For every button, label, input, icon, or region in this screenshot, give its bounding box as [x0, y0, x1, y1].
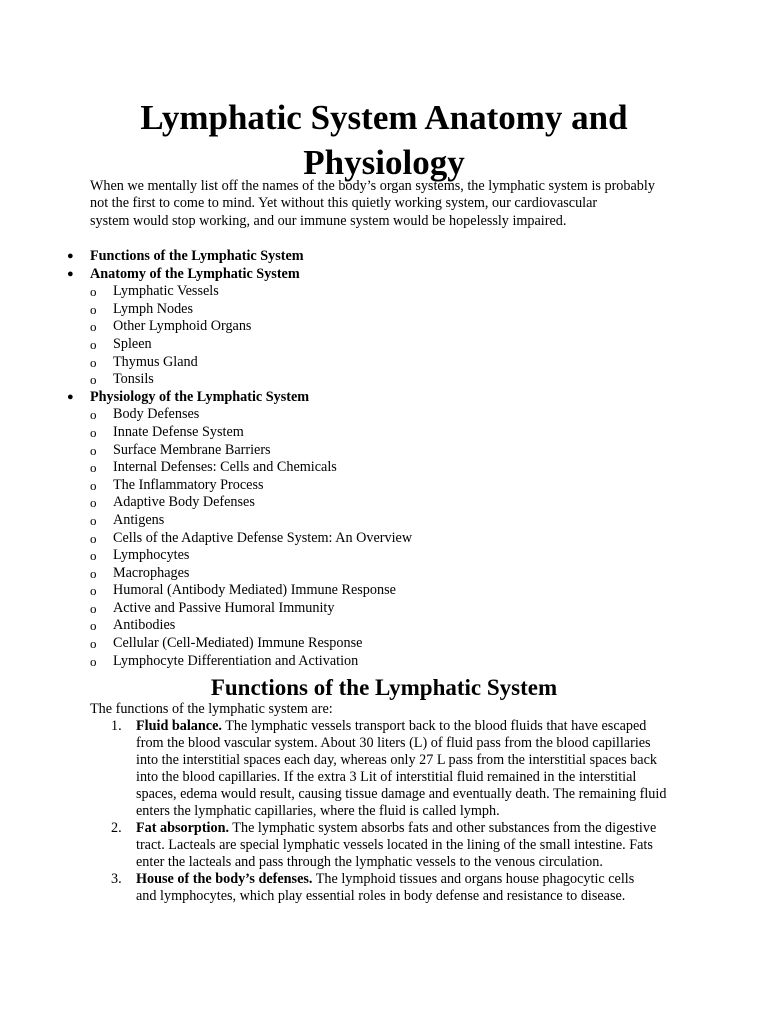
toc-link[interactable]: Anatomy of the Lymphatic System — [90, 265, 300, 282]
item-text: enter the lacteals and pass through the lymphatic vessels to the venous circulation. — [136, 854, 603, 870]
item-text: The lymphoid tissues and organs house phagocytic cells — [312, 871, 635, 887]
sub-bullet-icon: o — [90, 301, 97, 317]
sub-bullet-icon: o — [90, 600, 97, 616]
section-heading: Functions of the Lymphatic System — [210, 675, 558, 700]
intro-line: When we mentally list off the names of the body’s organ systems, the lymphatic system is probably — [90, 178, 655, 194]
toc-link[interactable]: Macrophages — [113, 564, 190, 581]
toc-link[interactable]: Antibodies — [113, 617, 176, 634]
toc-link[interactable]: Other Lymphoid Organs — [113, 318, 252, 335]
sub-bullet-icon: o — [90, 495, 97, 511]
item-text: The lymphatic system absorbs fats and other substances from the digestive — [229, 820, 657, 836]
bullet-icon: ● — [67, 250, 74, 262]
sub-bullet-icon: o — [90, 372, 97, 388]
item-text: spaces, edema would result, causing tissue damage and eventually death. The remaining fluid — [136, 786, 667, 802]
sub-bullet-icon: o — [90, 354, 97, 370]
bullet-icon: ● — [67, 390, 74, 403]
toc-link[interactable]: Humoral (Antibody Mediated) Immune Response — [113, 582, 396, 599]
toc-link[interactable]: Functions of the Lymphatic System — [90, 248, 304, 264]
sub-bullet-icon: o — [90, 618, 97, 634]
item-term: Fat absorption. — [136, 820, 230, 836]
toc-link[interactable]: Active and Passive Humoral Immunity — [113, 599, 335, 616]
intro-line: not the first to come to mind. Yet without this quietly working system, our cardiovascular — [90, 195, 598, 212]
page-title-line-2: Physiology — [303, 143, 465, 182]
toc-link[interactable]: Physiology of the Lymphatic System — [90, 388, 310, 405]
toc-link[interactable]: Lymph Nodes — [113, 300, 193, 317]
toc-link[interactable]: Tonsils — [113, 371, 154, 388]
list-number: 2. — [111, 820, 122, 836]
sub-bullet-icon: o — [90, 512, 97, 528]
intro-paragraph — [90, 178, 680, 230]
toc-link[interactable]: Lymphocytes — [113, 547, 190, 564]
toc-link[interactable]: Adaptive Body Defenses — [113, 494, 255, 511]
page-title-line-1: Lymphatic System Anatomy and — [140, 98, 628, 137]
item-text: tract. Lacteals are special lymphatic vessels located in the lining of the small intestine. Fats — [136, 837, 653, 853]
item-text: from the blood vascular system. About 30 liters (L) of fluid pass from the blood capillaries — [136, 735, 651, 751]
toc-link[interactable]: Surface Membrane Barriers — [113, 441, 271, 458]
sub-bullet-icon: o — [90, 653, 97, 669]
sub-bullet-icon: o — [90, 460, 97, 476]
section-intro: The functions of the lymphatic system are: — [90, 701, 333, 717]
sub-bullet-icon: o — [90, 548, 97, 564]
toc-link[interactable]: Body Defenses — [113, 406, 200, 423]
intro-line: system would stop working, and our immune system would be hopelessly impaired. — [90, 212, 567, 229]
sub-bullet-icon: o — [90, 565, 97, 581]
item-text: and lymphocytes, which play essential roles in body defense and resistance to disease. — [136, 888, 626, 904]
sub-bullet-icon: o — [90, 424, 97, 440]
item-text: The lymphatic vessels transport back to the blood fluids that have escaped — [221, 718, 647, 734]
list-number: 3. — [111, 871, 122, 887]
page-title — [90, 95, 678, 185]
sub-bullet-icon: o — [90, 336, 97, 352]
list-number: 1. — [111, 718, 122, 734]
toc-link[interactable]: Innate Defense System — [113, 423, 244, 440]
functions-list — [0, 718, 681, 905]
sub-bullet-icon: o — [90, 319, 97, 335]
toc-link[interactable]: Cellular (Cell-Mediated) Immune Response — [113, 635, 363, 652]
sub-bullet-icon: o — [90, 477, 97, 493]
list-item — [0, 718, 681, 820]
sub-bullet-icon: o — [90, 636, 97, 652]
sub-bullet-icon: o — [90, 530, 97, 546]
list-item — [0, 820, 681, 871]
toc-link[interactable]: The Inflammatory Process — [113, 476, 264, 493]
sub-bullet-icon: o — [90, 407, 97, 423]
item-term: Fluid balance. — [136, 718, 222, 734]
item-text: into the interstitial spaces each day, whereas only 27 L pass from the interstitial spaces back — [136, 752, 657, 768]
toc-link[interactable]: Spleen — [113, 335, 152, 352]
item-text: enters the lymphatic capillaries, where the fluid is called lymph. — [136, 803, 500, 819]
sub-bullet-icon: o — [90, 284, 97, 300]
list-item — [0, 871, 681, 905]
toc-link[interactable]: Lymphatic Vessels — [113, 283, 219, 300]
toc-link[interactable]: Lymphocyte Differentiation and Activation — [113, 652, 359, 669]
toc-link[interactable]: Antigens — [113, 511, 165, 528]
sub-bullet-icon: o — [90, 583, 97, 599]
toc-link[interactable]: Cells of the Adaptive Defense System: An Overview — [113, 529, 413, 546]
item-term: House of the body’s defenses. — [136, 871, 313, 887]
bullet-icon: ● — [67, 267, 74, 280]
sub-bullet-icon: o — [90, 442, 97, 458]
toc-link[interactable]: Thymus Gland — [113, 353, 198, 370]
toc-link[interactable]: Internal Defenses: Cells and Chemicals — [113, 459, 337, 476]
item-text: into the blood capillaries. If the extra 3 Lit of interstitial fluid remained in the interstitial — [136, 769, 637, 785]
